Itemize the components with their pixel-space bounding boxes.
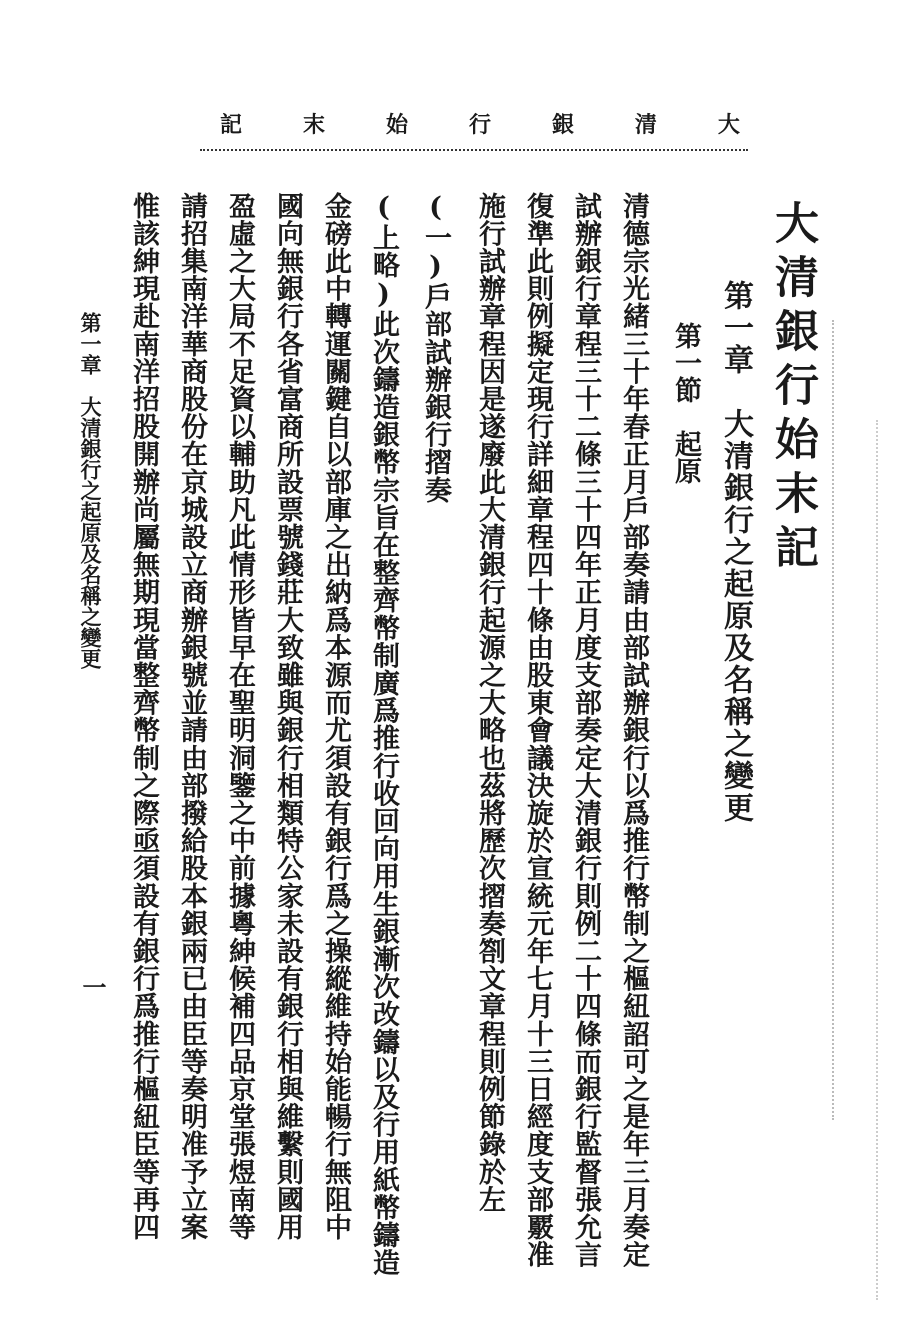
page-number: 一: [78, 975, 107, 999]
paragraph-line: 復準此則例擬定現行詳細章程四十條由股東會議決旋於宣統元年七月十三日經度支部覈准: [522, 192, 553, 1269]
running-head-char: 始: [385, 112, 408, 138]
paragraph-line: 清德宗光緒三十年春正月戶部奏請由部試辦銀行以爲推行幣制之樞紐詔可之是年三月奏定: [618, 192, 649, 1269]
memorial-line: 請招集南洋華商股份在京城設立商辦銀號並請由部撥給股本銀兩已由臣等奏明准予立案: [176, 192, 207, 1241]
running-head-char: 末: [302, 112, 325, 138]
section-heading: 第一節 起原: [670, 322, 701, 484]
memorial-line: 惟該紳現赴南洋招股開辦尚屬無期現當整齊幣制之際亟須設有銀行爲推行樞紐臣等再四: [128, 192, 159, 1241]
memorial-line: 國向無銀行各省富商所設票號錢莊大致雖與銀行相類特公家未設有銀行相與維繫則國用: [272, 192, 303, 1241]
memorial-line: 金磅此中轉運關鍵自以部庫之出納爲本源而尤須設有銀行爲之操縱維持始能暢行無阻中: [320, 192, 351, 1241]
memorial-line: (上略)此次鑄造銀幣宗旨在整齊幣制廣爲推行收回向用生銀漸次改鑄以及行用紙幣鑄造: [368, 192, 399, 1277]
running-head-char: 銀: [551, 112, 574, 138]
book-title: 大清銀行始末記: [767, 200, 818, 578]
memorial-line: 盈虛之大局不足資以輔助凡此情形皆早在聖明洞鑒之中前據粵紳候補四品京堂張煜南等: [224, 192, 255, 1241]
paragraph-line: 施行試辦章程因是遂廢此大清銀行起源之大略也茲將歷次摺奏劄文章程則例節錄於左: [474, 192, 505, 1214]
scan-dot-artifact: [876, 420, 882, 1300]
running-head: [220, 108, 740, 142]
running-head-char: 行: [468, 112, 491, 138]
running-head-char: 大: [717, 112, 740, 138]
subheading: (一)戶部試辦銀行摺奏: [420, 192, 451, 504]
running-head-char: 記: [220, 112, 243, 138]
paragraph-line: 試辦銀行章程三十二條三十四年正月度支部奏定大清銀行則例二十四條而銀行監督張允言: [570, 192, 601, 1269]
running-head-char: 清: [634, 112, 657, 138]
footer-running-title: 第一章 大清銀行之起原及名稱之變更: [78, 312, 103, 669]
chapter-heading: 第一章 大清銀行之起原及名稱之變更: [718, 280, 753, 824]
scan-dot-artifact: [832, 320, 838, 1120]
header-rule: [200, 149, 748, 151]
